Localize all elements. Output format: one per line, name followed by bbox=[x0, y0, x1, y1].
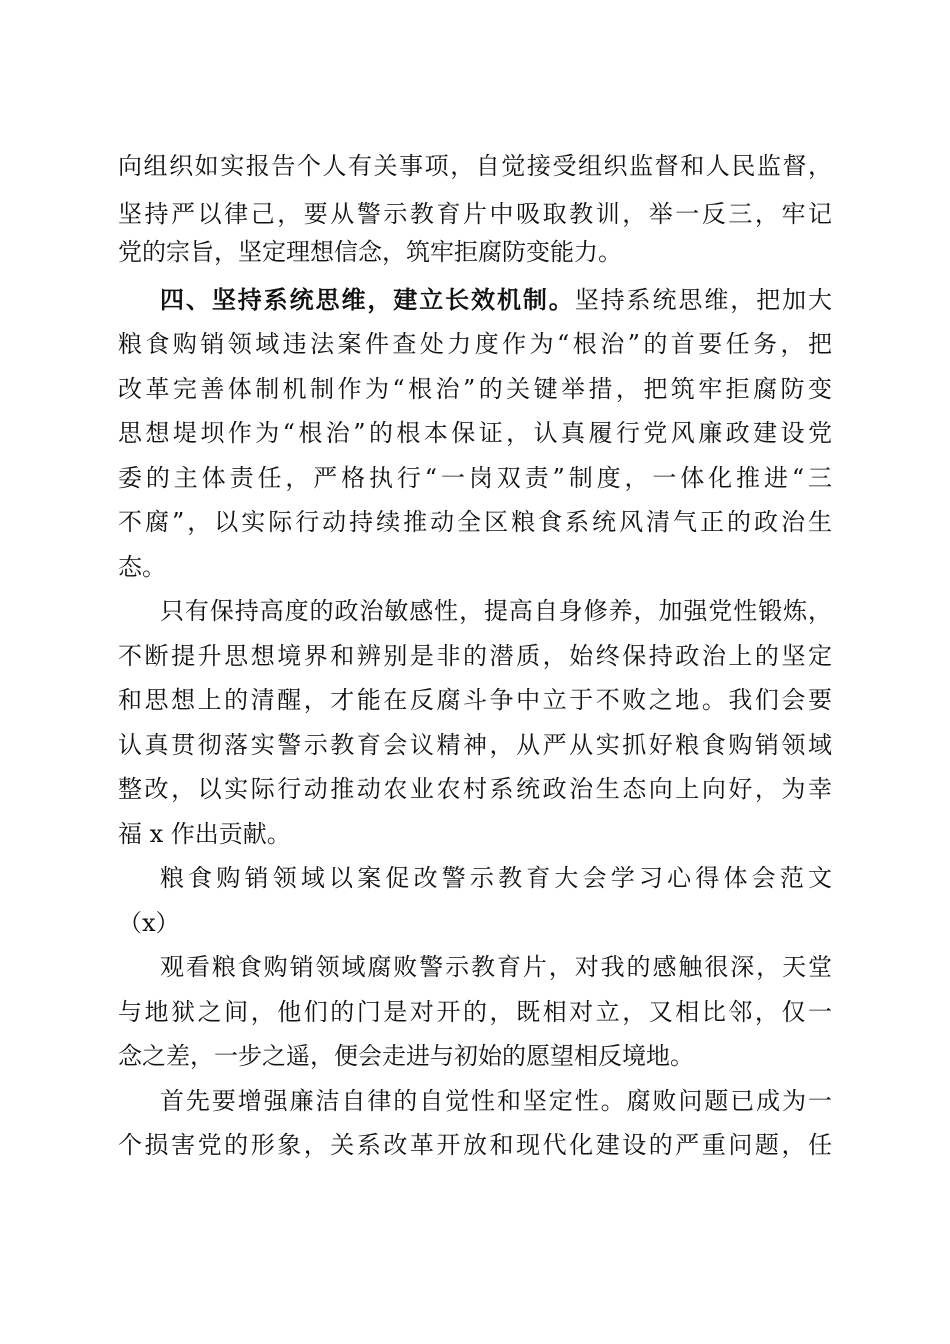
text-line-22: 首先要增强廉洁自律的自觉性和坚定性。腐败问题已成为一 bbox=[160, 1087, 832, 1115]
text-line-14: 认真贯彻落实警示教育会议精神，从严从实抓好粮食购销领域 bbox=[118, 731, 832, 759]
text-line-7: 思想堤坝作为“根治”的根本保证，认真履行党风廉政建设党 bbox=[118, 419, 832, 447]
article-title: 粮食购销领域以案促改警示教育大会学习心得体会范文 bbox=[160, 864, 832, 892]
text-line-2: 坚持严以律己，要从警示教育片中吸取教训，举一反三，牢记 bbox=[118, 200, 832, 228]
text-line-13: 和思想上的清醒，才能在反腐斗争中立于不败之地。我们会要 bbox=[118, 686, 832, 714]
text-line-20: 与地狱之间，他们的门是对开的，既相对立，又相比邻，仅一 bbox=[118, 998, 832, 1026]
text-line-11: 只有保持高度的政治敏感性，提高自身修养，加强党性锻炼， bbox=[160, 597, 832, 625]
section-heading-line bbox=[160, 284, 832, 316]
text-line-10: 态。 bbox=[118, 553, 166, 581]
article-title-suffix: （x） bbox=[118, 909, 180, 937]
text-line-16: 福 x 作出贡献。 bbox=[118, 820, 291, 848]
text-line-1: 向组织如实报告个人有关事项，自觉接受组织监督和人民监督， bbox=[118, 152, 832, 180]
section-heading-continuation: 坚持系统思维，把加大 bbox=[574, 286, 832, 314]
text-line-5: 粮食购销领域违法案件查处力度作为“根治”的首要任务，把 bbox=[118, 330, 832, 358]
text-line-12: 不断提升思想境界和辨别是非的潜质，始终保持政治上的坚定 bbox=[118, 642, 832, 670]
text-line-6: 改革完善体制机制作为“根治”的关键举措，把筑牢拒腐防变 bbox=[118, 375, 832, 403]
text-line-9: 不腐”，以实际行动持续推动全区粮食系统风清气正的政治生 bbox=[118, 508, 832, 536]
text-line-19: 观看粮食购销领域腐败警示教育片，对我的感触很深，天堂 bbox=[160, 953, 832, 981]
text-line-3: 党的宗旨，坚定理想信念，筑牢拒腐防变能力。 bbox=[118, 238, 622, 266]
text-line-8: 委的主体责任，严格执行“一岗双责”制度，一体化推进“三 bbox=[118, 464, 832, 492]
text-line-15: 整改，以实际行动推动农业农村系统政治生态向上向好，为幸 bbox=[118, 775, 832, 803]
text-line-23: 个损害党的形象，关系改革开放和现代化建设的严重问题，任 bbox=[118, 1131, 832, 1159]
section-heading: 四、坚持系统思维，建立长效机制。 bbox=[160, 285, 575, 314]
text-line-21: 念之差，一步之遥，便会走进与初始的愿望相反境地。 bbox=[118, 1042, 694, 1070]
